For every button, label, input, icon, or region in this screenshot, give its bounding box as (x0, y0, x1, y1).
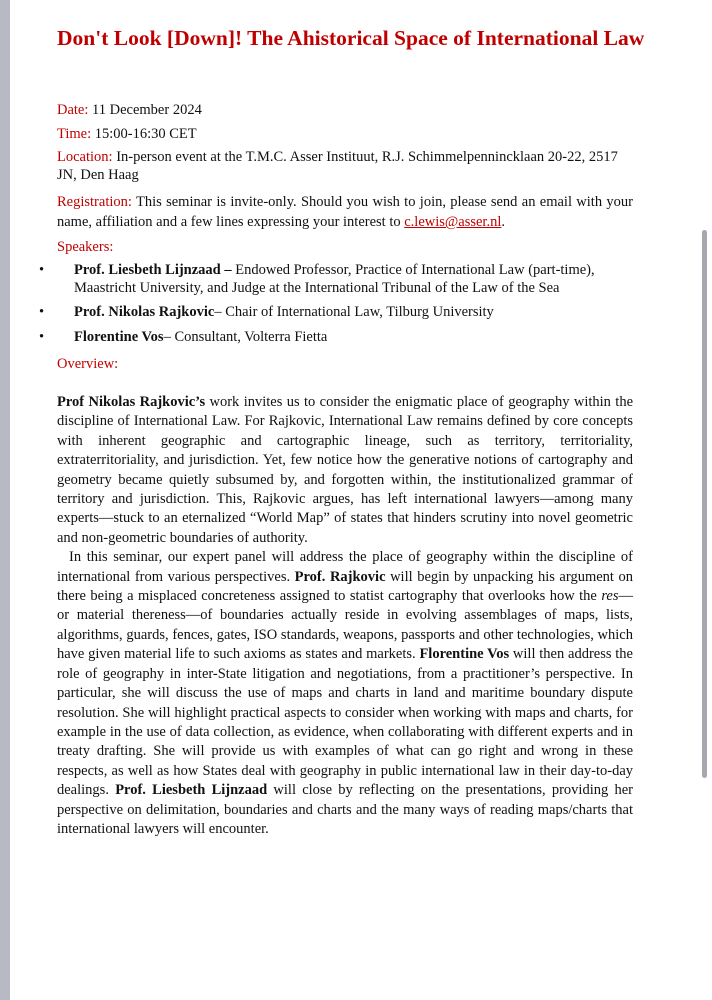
time-label: Time: (57, 126, 92, 142)
date-line (57, 101, 633, 120)
list-item (0, 329, 632, 347)
speaker-desc: – Chair of International Law, Tilburg University (214, 304, 494, 320)
registration-text: This seminar is invite-only. Should you wish to join, please send an email with your name, affiliation and a few lines expressing your interest to (57, 194, 633, 230)
p2-text: will then address the role of geography in inter-State litigation and negotiations, from a practitioner’s perspective. In particular, she will discuss the use of maps and charts in land and maritime boundary dispute resolution. She will highlight practical aspects to consider when working with maps and charts, for example in the use of data collection, as evidence, when collaborating with different experts and in treaty drafting. She will provide us with examples of what can go right and wrong in these respects, as well as how States deal with geography in public international law in their day-to-day dealings. (57, 646, 633, 799)
bullet-icon: • (39, 304, 45, 320)
overview-paragraph-2 (57, 548, 633, 839)
time-value: 15:00-16:30 CET (94, 126, 197, 142)
scrollbar-thumb[interactable] (702, 230, 707, 778)
date-label: Date: (57, 102, 89, 118)
speaker-name: Prof. Liesbeth Lijnzaad – (74, 262, 232, 278)
location-label: Location: (57, 149, 113, 165)
overview-body (57, 393, 633, 839)
p2-bold: Florentine Vos (419, 646, 510, 663)
p2-italic: res (601, 588, 619, 605)
speaker-name: Florentine Vos (74, 328, 164, 345)
p2-text: In this seminar, our expert panel will address the place of geography within the discipline of international from various perspectives. (57, 549, 633, 585)
p2-bold: Prof. Rajkovic (294, 568, 386, 585)
speaker-desc: Endowed Professor, Practice of International Law (part-time), Maastricht University, and Judge at the International Tribunal of the Law of the Sea (74, 262, 595, 296)
location-line (57, 149, 633, 184)
p2-text: —or material thereness—of boundaries actually reside in evolving assemblages of maps, lists, algorithms, guards, fences, gates, ISO standards, weapons, passports and other technologies, which have given material life to such axioms as states and markets. (57, 588, 633, 663)
bullet-icon: • (39, 262, 45, 278)
email-link[interactable]: c.lewis@asser.nl (404, 214, 502, 230)
location-value: In-person event at the T.M.C. Asser Instituut, R.J. Schimmelpennincklaan 20-22, 2517 JN, Den Haag (57, 149, 618, 183)
registration-label: Registration: (57, 194, 132, 210)
p2-bold: Prof. Liesbeth Lijnzaad (115, 782, 268, 799)
p2-text: will close by reflecting on the presentations, providing her perspective on delimitation, boundaries and charts and the many ways of reading maps/charts that international lawyers will encounter. (57, 782, 633, 837)
overview-paragraph-1 (57, 393, 633, 548)
registration-line (57, 192, 633, 232)
speaker-desc: – Consultant, Volterra Fietta (163, 328, 328, 345)
speaker-name: Prof. Nikolas Rajkovic (74, 304, 215, 320)
speakers-label: Speakers: (57, 239, 114, 255)
p1-bold: Prof Nikolas Rajkovic’s (57, 394, 206, 410)
overview-label: Overview: (57, 356, 119, 372)
page-title: Don't Look [Down]! The Ahistorical Space of International Law (57, 26, 645, 50)
left-edge-bar (0, 0, 10, 1000)
p2-text: will begin by unpacking his argument on there being a misplaced concreteness assigned to statist cartography that overlooks how the (57, 568, 633, 605)
list-item (0, 262, 632, 297)
bullet-icon: • (39, 328, 45, 345)
speakers-list (0, 262, 690, 353)
registration-end: . (501, 214, 505, 230)
date-value: 11 December 2024 (92, 102, 202, 118)
list-item (0, 304, 632, 322)
time-line (57, 125, 633, 144)
p1-text: work invites us to consider the enigmatic place of geography within the discipline of International Law. For Rajkovic, International Law remains defined by core concepts with inherent geographic and cartographic lineage, such as territory, territoriality, extraterritoriality, and jurisdiction. Yet, few notice how the generative notions of cartography and geometry became quietly subsumed by, and forgotten within, the institutionalized grammar of territory and jurisdiction. This, Rajkovic argues, has left international lawyers—among many experts—stuck to an eternalized “World Map” of states that hinders scrutiny into novel geometric and non-geometric boundaries of authority. (57, 394, 633, 546)
